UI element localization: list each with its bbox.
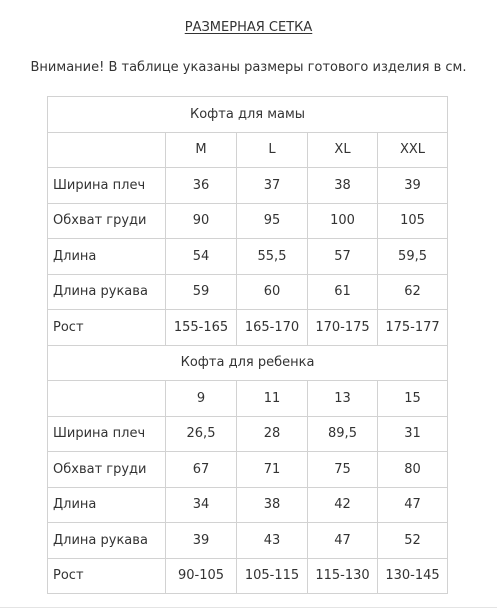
child-size-header-row xyxy=(48,381,448,417)
value-cell: 47 xyxy=(378,487,448,523)
row-label: Длина рукава xyxy=(48,274,166,310)
value-cell: 61 xyxy=(308,274,378,310)
note-warning: Внимание! xyxy=(30,60,105,75)
row-label: Ширина плеч xyxy=(48,168,166,204)
value-cell: 62 xyxy=(378,274,448,310)
size-header-cell: XXL xyxy=(378,132,448,168)
value-cell: 43 xyxy=(237,523,308,559)
value-cell: 37 xyxy=(237,168,308,204)
table-row xyxy=(48,487,448,523)
row-label: Длина xyxy=(48,487,166,523)
row-label: Обхват груди xyxy=(48,452,166,488)
size-header-cell: 11 xyxy=(237,381,308,417)
table-row xyxy=(48,452,448,488)
page-title-text: РАЗМЕРНАЯ СЕТКА xyxy=(184,20,313,35)
row-label: Рост xyxy=(48,310,166,346)
table-row xyxy=(48,168,448,204)
value-cell: 95 xyxy=(237,203,308,239)
mom-size-header-row xyxy=(48,132,448,168)
value-cell: 105 xyxy=(378,203,448,239)
child-section-row xyxy=(48,345,448,381)
value-cell: 105-115 xyxy=(237,558,308,594)
table-row xyxy=(48,203,448,239)
value-cell: 39 xyxy=(378,168,448,204)
row-label: Рост xyxy=(48,558,166,594)
value-cell: 47 xyxy=(308,523,378,559)
size-header-cell: 9 xyxy=(166,381,237,417)
row-label: Длина рукава xyxy=(48,523,166,559)
value-cell: 60 xyxy=(237,274,308,310)
empty-cell xyxy=(48,381,166,417)
size-note xyxy=(0,60,497,75)
mom-section-heading: Кофта для мамы xyxy=(48,97,448,133)
note-text: В таблице указаны размеры готового изделия в см. xyxy=(104,60,467,75)
value-cell: 175-177 xyxy=(378,310,448,346)
value-cell: 42 xyxy=(308,487,378,523)
size-header-cell: L xyxy=(237,132,308,168)
value-cell: 38 xyxy=(308,168,378,204)
table-row xyxy=(48,274,448,310)
table-row xyxy=(48,310,448,346)
size-header-cell: 15 xyxy=(378,381,448,417)
value-cell: 75 xyxy=(308,452,378,488)
value-cell: 100 xyxy=(308,203,378,239)
value-cell: 71 xyxy=(237,452,308,488)
size-header-cell: XL xyxy=(308,132,378,168)
mom-section-row xyxy=(48,97,448,133)
table-row xyxy=(48,416,448,452)
value-cell: 89,5 xyxy=(308,416,378,452)
value-cell: 59,5 xyxy=(378,239,448,275)
value-cell: 90 xyxy=(166,203,237,239)
page-title xyxy=(0,20,497,35)
row-label: Длина xyxy=(48,239,166,275)
size-header-cell: M xyxy=(166,132,237,168)
value-cell: 155-165 xyxy=(166,310,237,346)
value-cell: 170-175 xyxy=(308,310,378,346)
value-cell: 52 xyxy=(378,523,448,559)
value-cell: 115-130 xyxy=(308,558,378,594)
empty-cell xyxy=(48,132,166,168)
size-header-cell: 13 xyxy=(308,381,378,417)
table-row xyxy=(48,558,448,594)
value-cell: 165-170 xyxy=(237,310,308,346)
value-cell: 54 xyxy=(166,239,237,275)
value-cell: 36 xyxy=(166,168,237,204)
size-table xyxy=(47,96,448,594)
value-cell: 26,5 xyxy=(166,416,237,452)
value-cell: 38 xyxy=(237,487,308,523)
row-label: Ширина плеч xyxy=(48,416,166,452)
divider xyxy=(0,607,497,608)
table-row xyxy=(48,239,448,275)
child-section-heading: Кофта для ребенка xyxy=(48,345,448,381)
size-table-body xyxy=(48,97,448,594)
value-cell: 55,5 xyxy=(237,239,308,275)
value-cell: 67 xyxy=(166,452,237,488)
value-cell: 80 xyxy=(378,452,448,488)
row-label: Обхват груди xyxy=(48,203,166,239)
value-cell: 57 xyxy=(308,239,378,275)
value-cell: 28 xyxy=(237,416,308,452)
value-cell: 31 xyxy=(378,416,448,452)
value-cell: 34 xyxy=(166,487,237,523)
value-cell: 59 xyxy=(166,274,237,310)
value-cell: 90-105 xyxy=(166,558,237,594)
value-cell: 39 xyxy=(166,523,237,559)
table-row xyxy=(48,523,448,559)
value-cell: 130-145 xyxy=(378,558,448,594)
